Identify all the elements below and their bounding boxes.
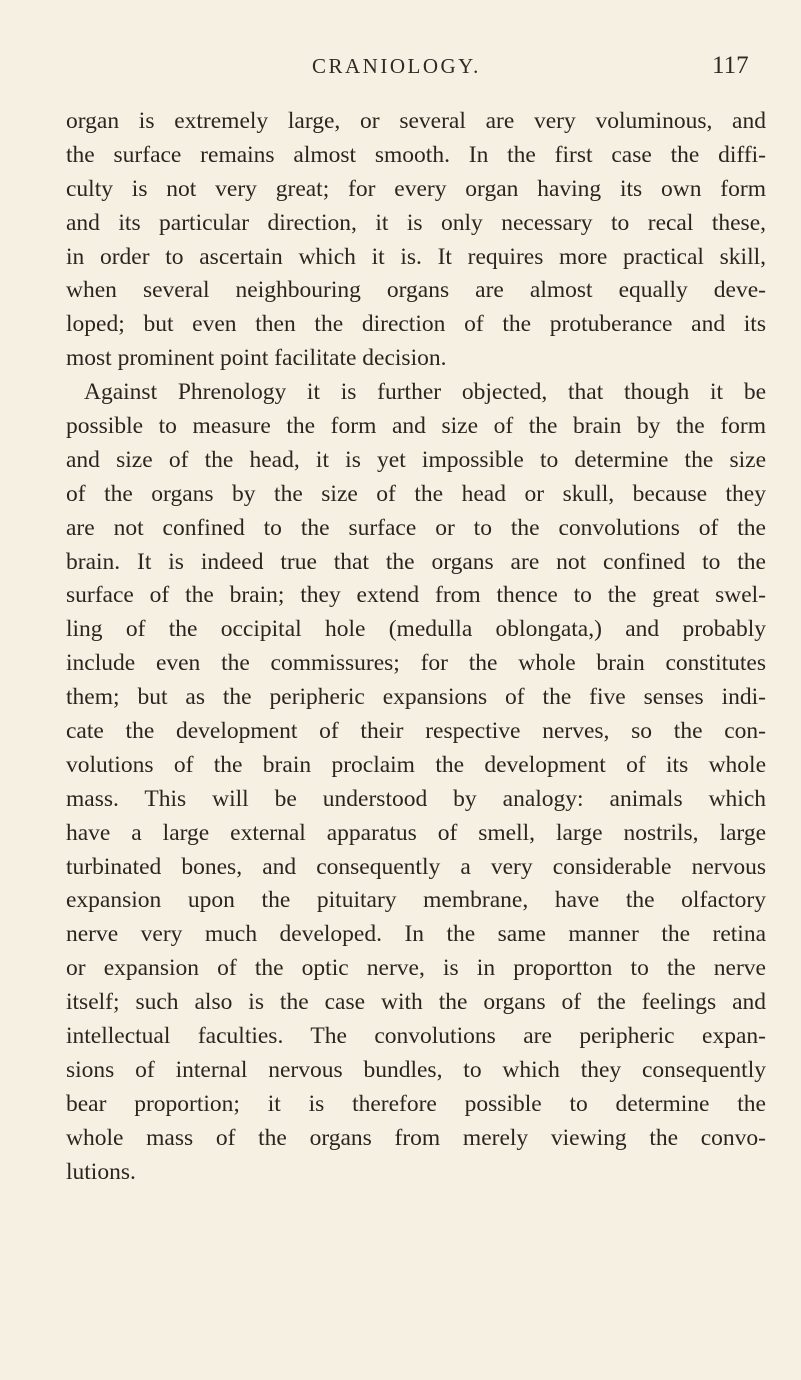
text-line: organ is extremely large, or several are very voluminous, and (66, 108, 766, 134)
running-head (0, 52, 801, 92)
running-title: CRANIOLOGY. (312, 54, 481, 78)
text-line: surface of the brain; they extend from thence to the great swel- (66, 582, 766, 609)
text-line: intellectual faculties. The convolutions are peripheric expan- (66, 1023, 766, 1050)
text-line: ling of the occipital hole (medulla oblongata,) and probably (66, 616, 766, 643)
text-line: and size of the head, it is yet impossible to determine the size (66, 446, 766, 473)
text-line: sions of internal nervous bundles, to which they consequently (66, 1056, 766, 1083)
text-line: cate the development of their respective nerves, so the con- (66, 718, 766, 745)
text-line: nerve very much developed. In the same manner the retina (66, 921, 766, 948)
text-line: or expansion of the optic nerve, is in proportton to the nerve (66, 955, 766, 982)
text-line: when several neighbouring organs are almost equally deve- (66, 277, 766, 304)
text-line: turbinated bones, and consequently a very considerable nervous (66, 853, 766, 880)
text-line: them; but as the peripheric expansions of the five senses indi- (66, 684, 766, 711)
page-number: 117 (712, 52, 749, 79)
text-line: volutions of the brain proclaim the development of its whole (66, 751, 766, 778)
paragraph-end-line: most prominent point facilitate decision. (66, 345, 447, 372)
paragraph-start-line: Against Phrenology it is further objected, that though it be (84, 379, 766, 406)
text-line: in order to ascertain which it is. It requires more practical skill, (66, 243, 766, 270)
text-line: bear proportion; it is therefore possible to determine the (66, 1090, 766, 1117)
text-line: include even the commissures; for the whole brain constitutes (66, 650, 766, 677)
text-line: loped; but even then the direction of the protuberance and its (66, 311, 766, 338)
text-line: and its particular direction, it is only necessary to recal these, (66, 209, 766, 236)
text-line: are not confined to the surface or to the convolutions of the (66, 514, 766, 541)
text-line: possible to measure the form and size of the brain by the form (66, 413, 766, 440)
text-line: whole mass of the organs from merely viewing the convo- (66, 1124, 766, 1151)
text-line: brain. It is indeed true that the organs are not confined to the (66, 548, 766, 575)
text-line: expansion upon the pituitary membrane, have the olfactory (66, 887, 766, 914)
text-line: of the organs by the size of the head or skull, because they (66, 480, 766, 507)
text-line: mass. This will be understood by analogy: animals which (66, 785, 766, 812)
text-line: culty is not very great; for every organ having its own form (66, 175, 766, 202)
text-line: the surface remains almost smooth. In the first case the diffi- (66, 141, 766, 168)
paragraph-end-line: lutions. (66, 1158, 136, 1185)
text-line: itself; such also is the case with the organs of the feelings and (66, 989, 766, 1016)
body-text (66, 105, 766, 1190)
text-line: have a large external apparatus of smell, large nostrils, large (66, 819, 766, 846)
